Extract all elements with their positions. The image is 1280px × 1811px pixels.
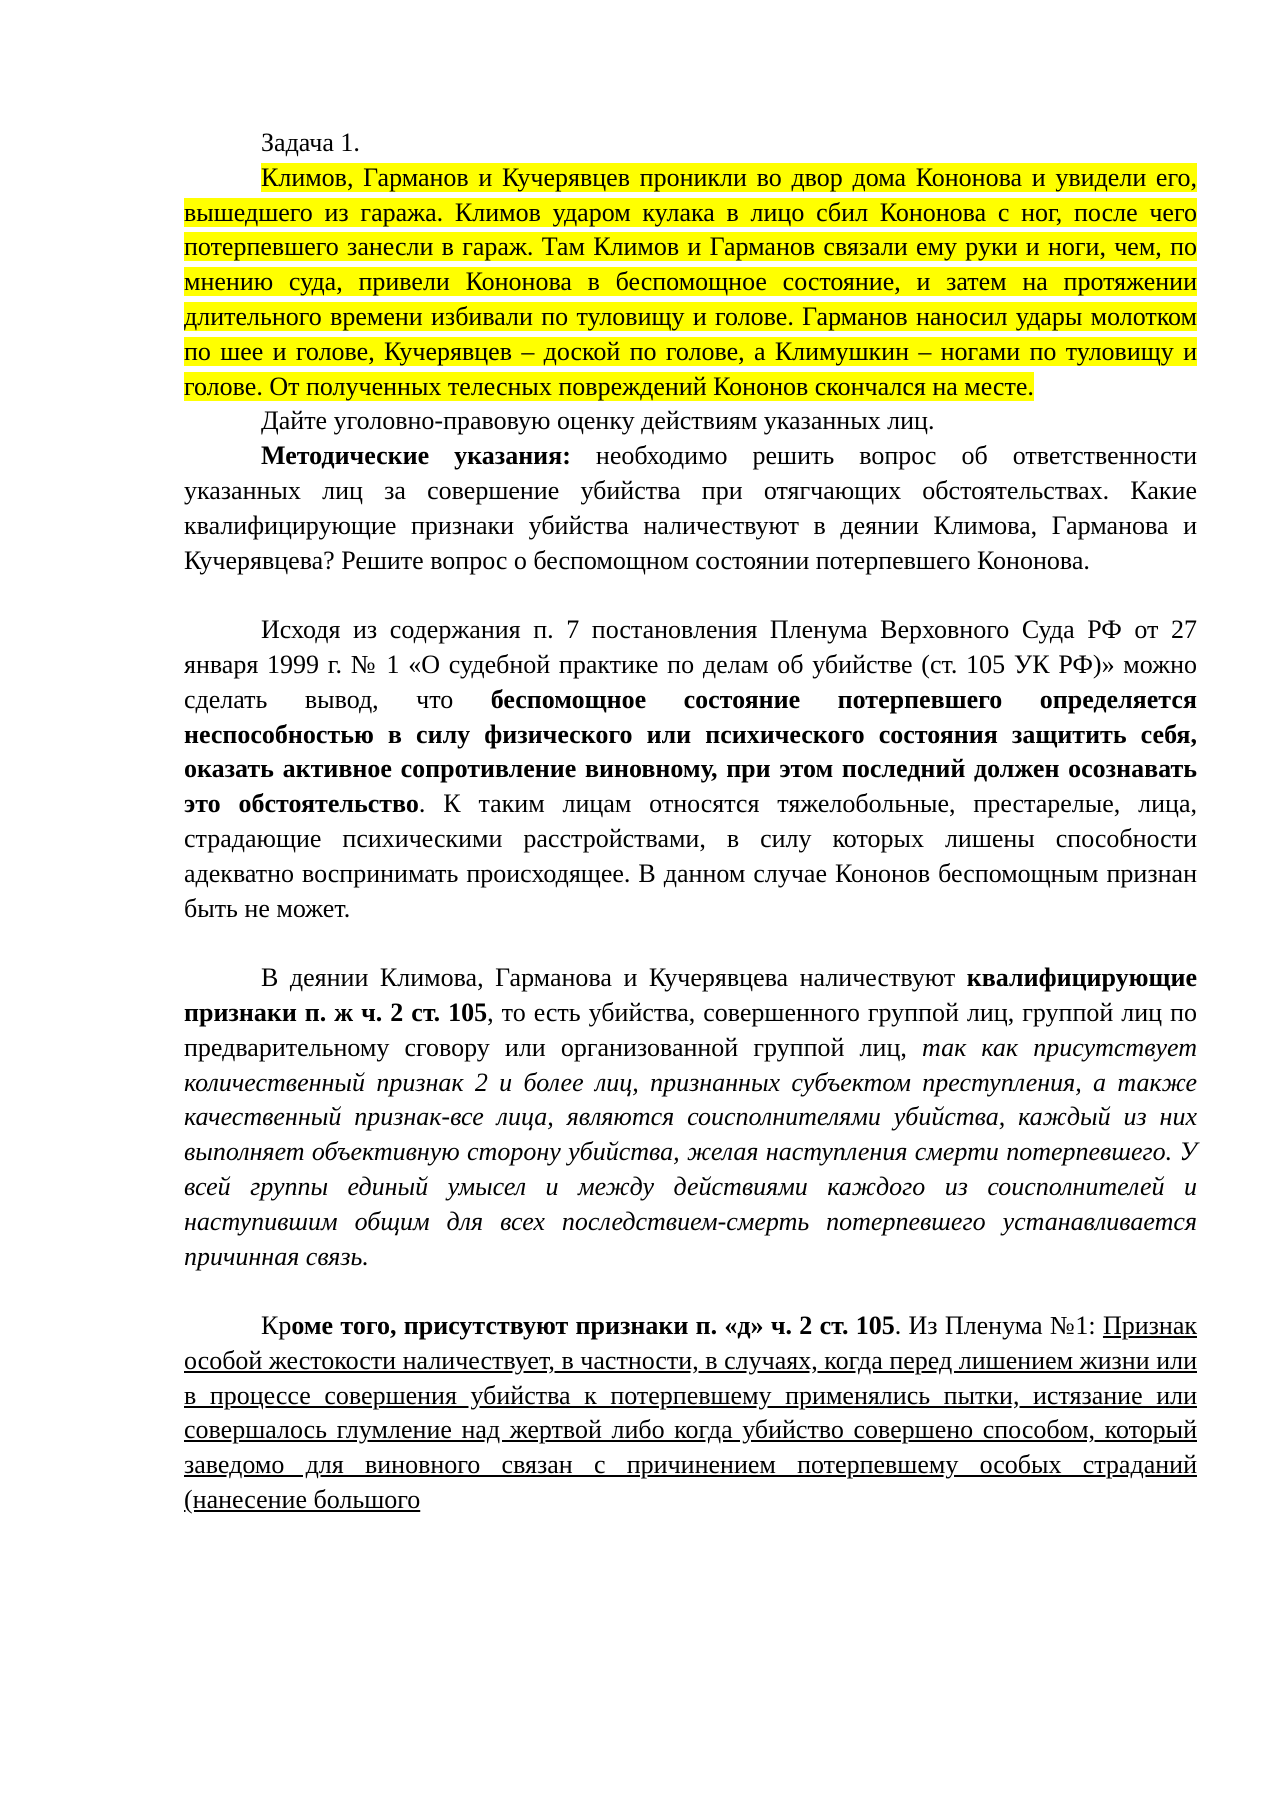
cruelty-prefix: Кр bbox=[261, 1311, 292, 1341]
cruelty-paragraph bbox=[184, 1309, 1197, 1518]
spacer bbox=[184, 578, 1197, 613]
guidelines-label: Методические указания: bbox=[261, 441, 571, 471]
helpless-conclusion: . К таким лицам относятся тяжелобольные, престарелые, лица, страдающие психическими расстройствами, в силу которых лишены способности адекватно воспринимать происходящее. В данном случае Кононов беспомощным признан быть не может. bbox=[184, 789, 1197, 923]
helpless-state-paragraph bbox=[184, 613, 1197, 926]
group-reasoning-italic: так как присутствует количественный признак 2 и более лиц, признанных субъектом преступления, а также качественный признак-все лица, являются соисполнителями убийства, каждый из них выполняет объективную сторону убийства, желая наступления смерти потерпевшего. У всей группы единый умысел и между действиями каждого из соисполнителей и наступившим общим для всех последствием-смерть потерпевшего устанавливается причинная связь. bbox=[184, 1032, 1197, 1271]
highlighted-task-text: Климов, Гарманов и Кучерявцев проникли во двор дома Кононова и увидели его, вышедшего из гаража. Климов ударом кулака в лицо сбил Кононова с ног, после чего потерпевшего занесли в гараж. Там Климов и Гарманов связали ему руки и ноги, чем, по мнению суда, привели Кононова в беспомощное состояние, и затем на протяжении длительного времени избивали по туловищу и голове. Гарманов наносил удары молотком по шее и голове, Кучерявцев – доской по голове, а Климушкин – ногами по туловищу и голове. От полученных телесных повреждений Кононов скончался на месте. bbox=[184, 162, 1197, 401]
guidelines-paragraph bbox=[184, 439, 1197, 578]
cruelty-source: . Из Пленума №1: bbox=[894, 1311, 1103, 1341]
cruelty-quote-underlined: Признак особой жестокости наличествует, в частности, в случаях, когда перед лишением жизни или в процессе совершения убийства к потерпевшему применялись пытки, истязание или совершалось глумление над жертвой либо когда убийство совершено способом, который заведомо для виновного связан с причинением потерпевшему особых страданий (нанесение большого bbox=[184, 1311, 1197, 1515]
helpless-definition: беспомощное состояние потерпевшего определяется неспособностью в силу физического или психического состояния защитить себя, оказать активное сопротивление виновному, при этом последний должен осознавать это обстоятельство bbox=[184, 684, 1197, 819]
group-explanation: , то есть убийства, совершенного группой лиц, группой лиц по предварительному сговору или организованной группой лиц, bbox=[184, 997, 1197, 1062]
guidelines-text: необходимо решить вопрос об ответственности указанных лиц за совершение убийства при отягчающих обстоятельствах. Какие квалифицирующие признаки убийства наличествуют в деянии Климова, Гарманова и Кучерявцева? Решите вопрос о беспомощном состоянии потерпевшего Кононова. bbox=[184, 441, 1197, 575]
group-qualification-bold: квалифицирующие признаки п. ж ч. 2 ст. 105 bbox=[184, 963, 1197, 1027]
group-qualification-paragraph bbox=[184, 961, 1197, 1274]
task-question: Дайте уголовно-правовую оценку действиям указанных лиц. bbox=[261, 406, 935, 436]
document-body bbox=[184, 126, 1197, 1518]
helpless-intro: Исходя из содержания п. 7 постановления Пленума Верховного Суда РФ от 27 января 1999 г. № 1 «О судебной практике по делам об убийстве (ст. 105 УК РФ)» можно сделать вывод, что bbox=[184, 615, 1197, 714]
task-title: Задача 1. bbox=[261, 128, 360, 157]
task-description bbox=[184, 161, 1197, 405]
group-intro: В деянии Климова, Гарманова и Кучерявцева наличествуют bbox=[261, 963, 967, 993]
cruelty-qualification-bold: оме того, присутствуют признаки п. «д» ч. 2 ст. 105 bbox=[291, 1311, 895, 1341]
spacer bbox=[184, 926, 1197, 961]
spacer bbox=[184, 1274, 1197, 1309]
